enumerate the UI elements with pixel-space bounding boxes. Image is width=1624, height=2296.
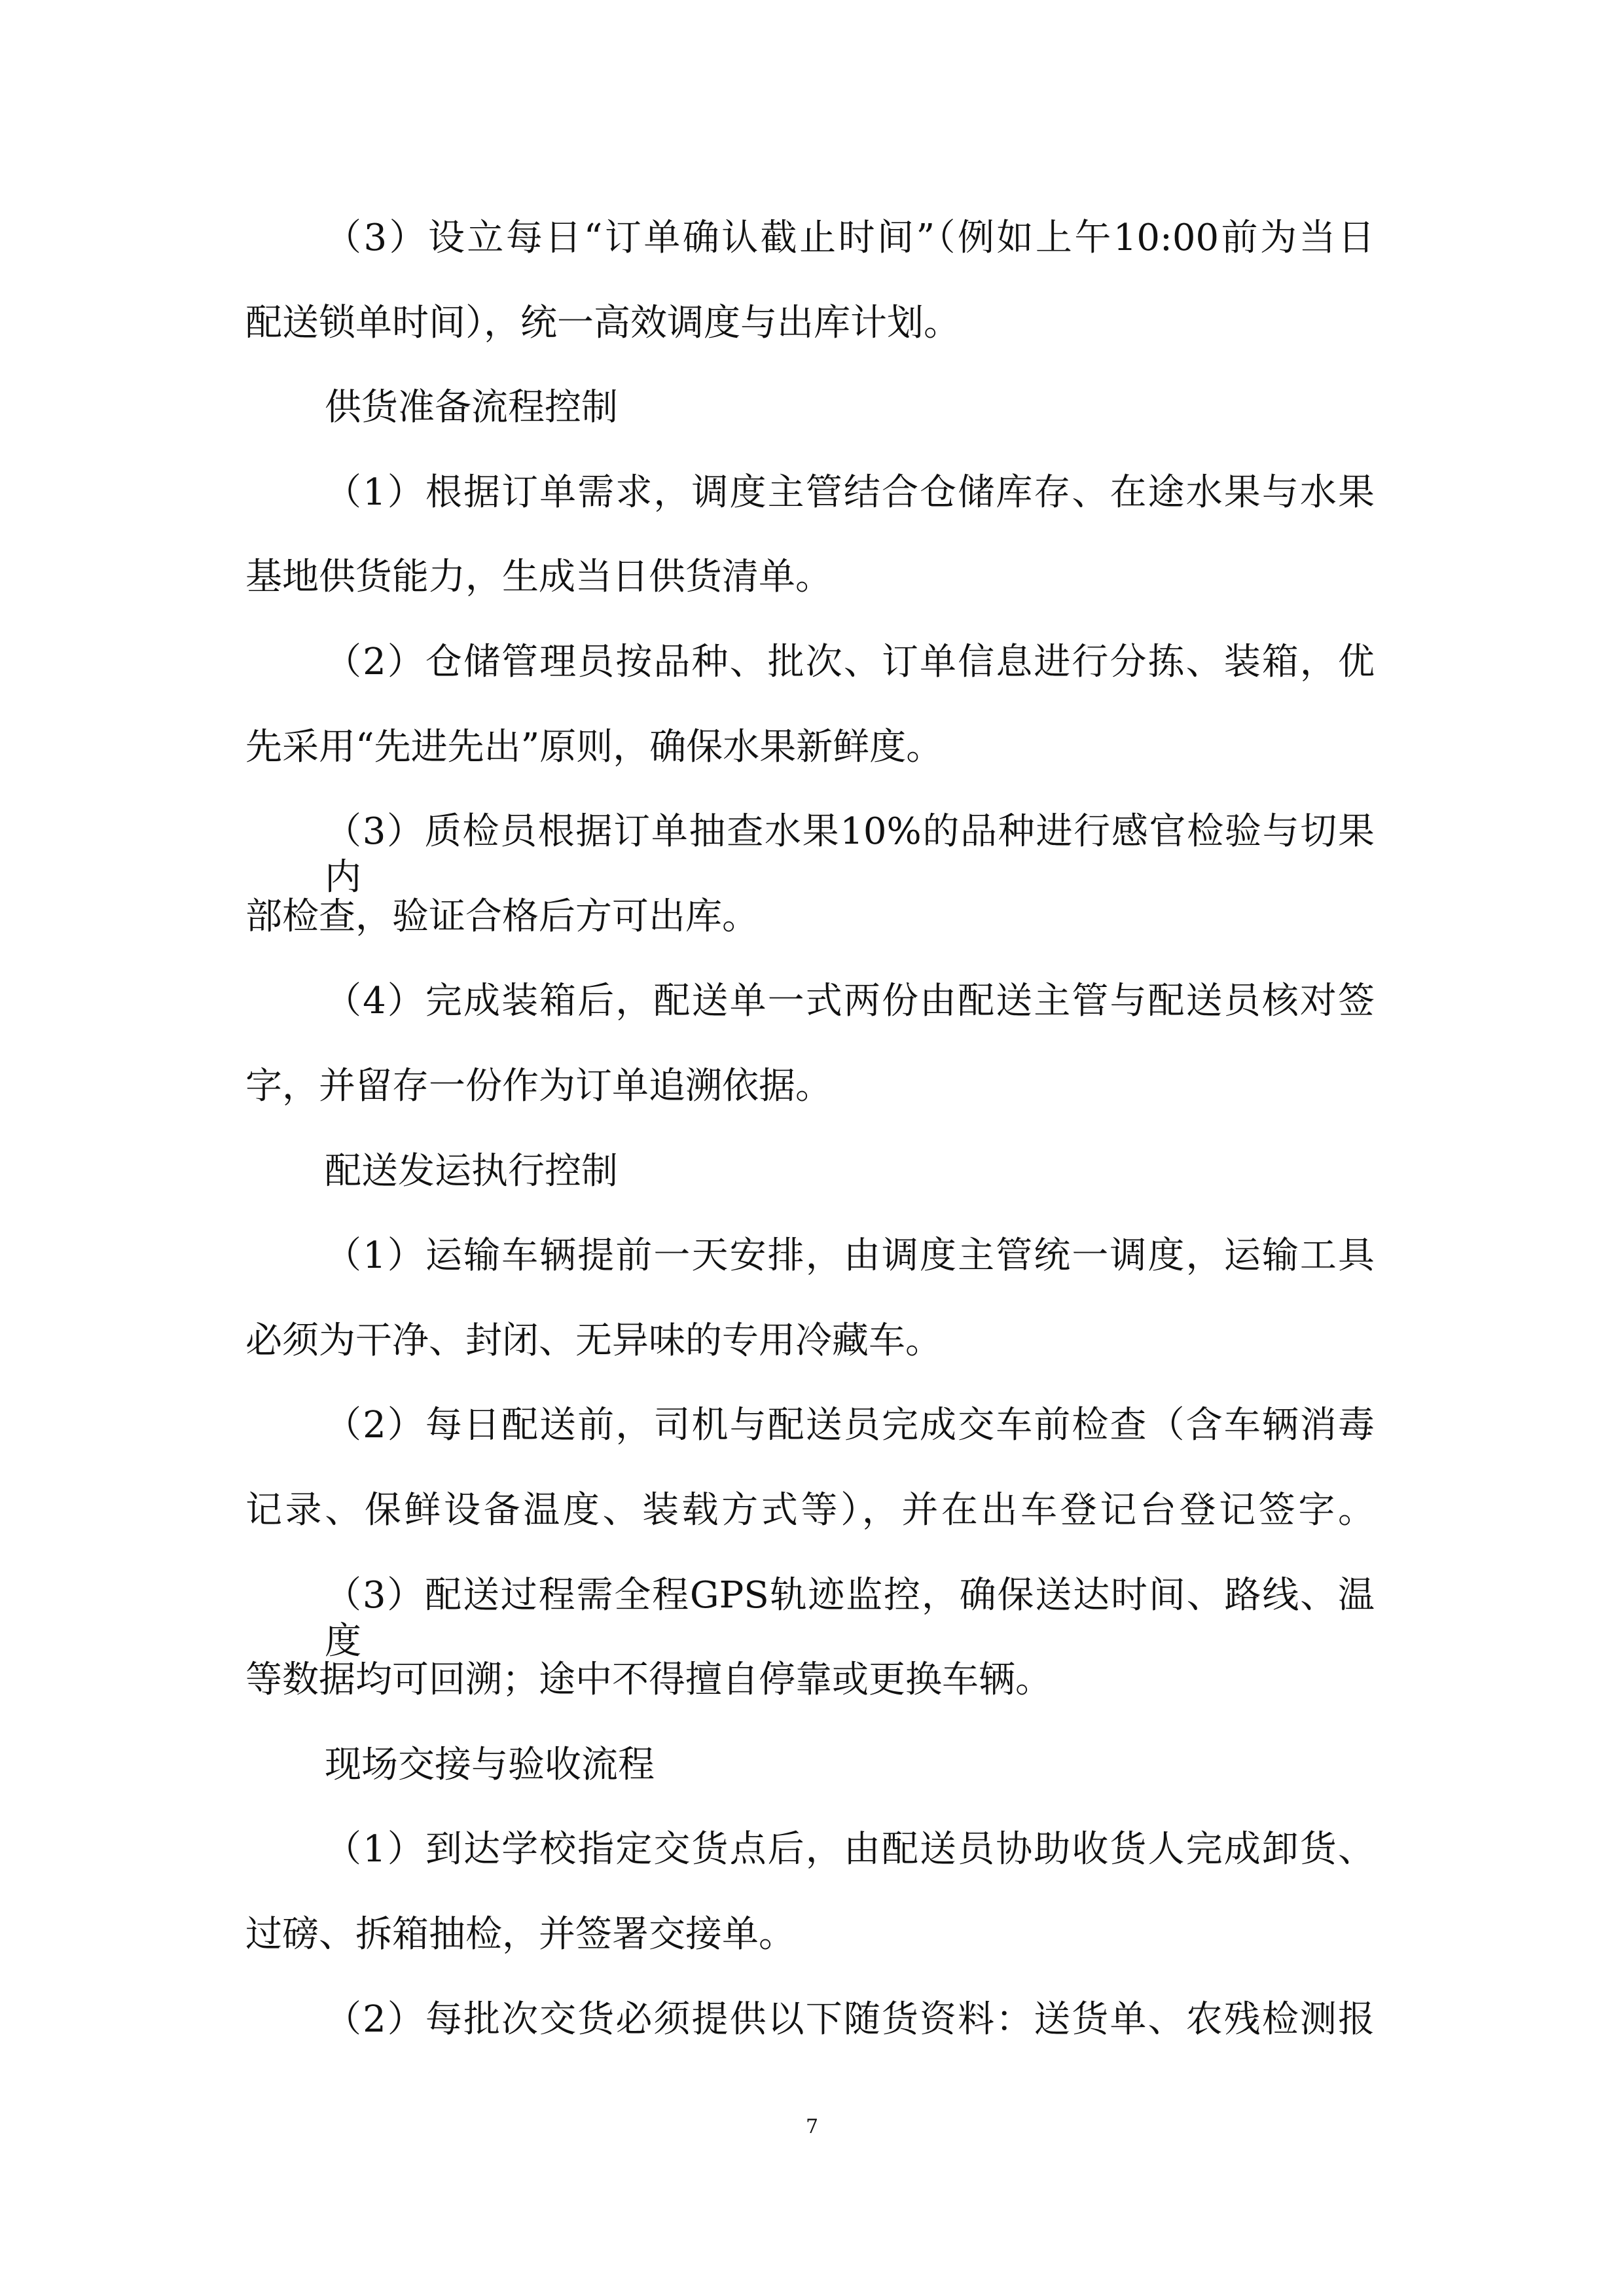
text-line: 现场交接与验收流程 <box>325 1743 655 1786</box>
text-line: 记录、保鲜设备温度、装载方式等），并在出车登记台登记签字。 <box>245 1489 1375 1532</box>
text-line: （3）设立每日“订单确认截止时间”（例如上午10:00前为当日 <box>325 217 1375 259</box>
text-line: （1）根据订单需求，调度主管结合仓储库存、在途水果与水果 <box>325 471 1375 514</box>
text-line: 等数据均可回溯；途中不得擅自停靠或更换车辆。 <box>245 1659 1052 1702</box>
text-line: 字，并留存一份作为订单追溯依据。 <box>245 1065 832 1107</box>
text-line: 部检查，验证合格后方可出库。 <box>245 895 759 938</box>
text-line: （2）每批次交货必须提供以下随货资料：送货单、农残检测报 <box>325 1998 1375 2041</box>
text-line: 供货准备流程控制 <box>325 386 618 429</box>
text-line: 先采用“先进先出”原则，确保水果新鲜度。 <box>245 725 943 768</box>
text-line: 配送锁单时间），统一高效调度与出库计划。 <box>245 301 960 344</box>
text-line: 配送发运执行控制 <box>325 1149 618 1193</box>
text-line: （1）到达学校指定交货点后，由配送员协助收货人完成卸货、 <box>325 1828 1375 1871</box>
text-line: 过磅、拆箱抽检，并签署交接单。 <box>245 1913 795 1956</box>
page-number: 7 <box>805 2115 819 2138</box>
text-line: （3）质检员根据订单抽查水果10%的品种进行感官检验与切果内 <box>325 810 1375 899</box>
text-line: （3）配送过程需全程GPS轨迹监控，确保送达时间、路线、温度 <box>325 1573 1375 1662</box>
text-line: （4）完成装箱后，配送单一式两份由配送主管与配送员核对签 <box>325 980 1375 1023</box>
text-line: 基地供货能力，生成当日供货清单。 <box>245 556 832 599</box>
text-line: （2）仓储管理员按品种、批次、订单信息进行分拣、装箱，优 <box>325 641 1375 683</box>
text-line: 必须为干净、封闭、无异味的专用冷藏车。 <box>245 1319 942 1362</box>
text-line: （1）运输车辆提前一天安排，由调度主管统一调度，运输工具 <box>325 1234 1375 1278</box>
text-line: （2）每日配送前，司机与配送员完成交车前检查（含车辆消毒 <box>325 1404 1375 1447</box>
